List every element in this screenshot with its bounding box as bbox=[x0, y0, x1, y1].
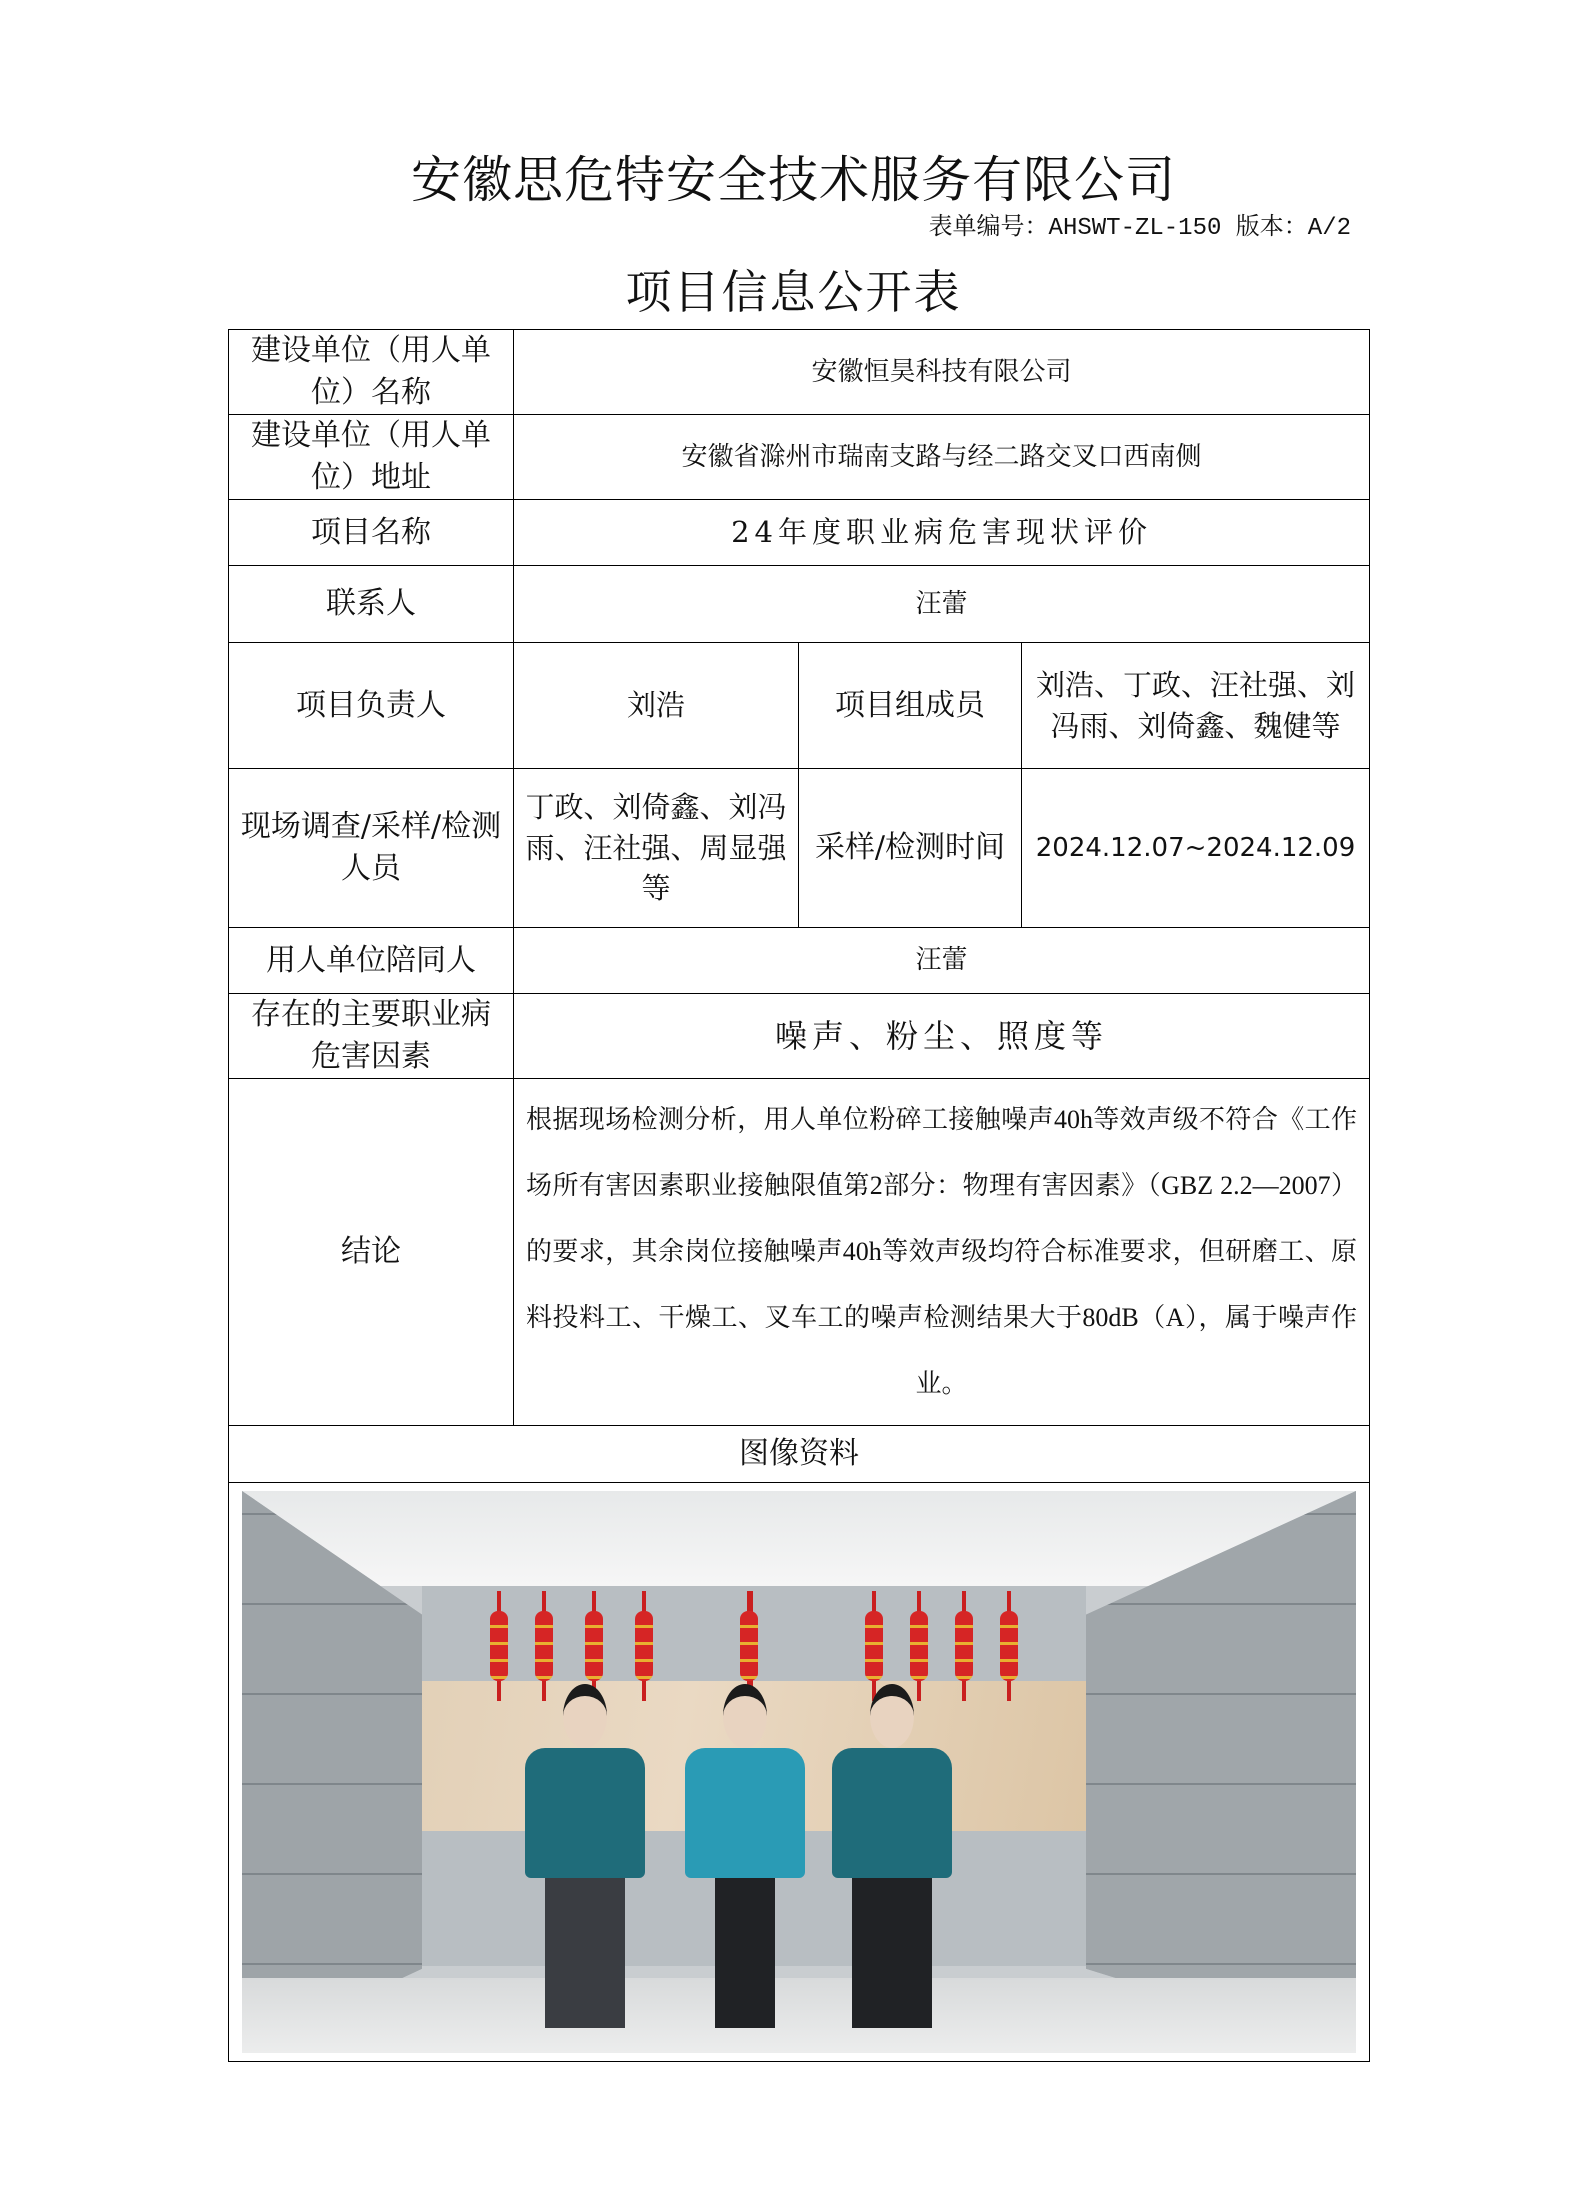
lantern-icon bbox=[497, 1591, 501, 1701]
table-row bbox=[229, 330, 1370, 415]
table-row bbox=[229, 643, 1370, 769]
table-row bbox=[229, 994, 1370, 1079]
escort-label: 用人单位陪同人 bbox=[229, 928, 514, 994]
form-number: 表单编号：AHSWT-ZL-150 版本：A/2 bbox=[928, 215, 1351, 242]
project-name-label: 项目名称 bbox=[229, 500, 514, 566]
person bbox=[525, 1684, 645, 2028]
sampling-time-value: 2024.12.07~2024.12.09 bbox=[1022, 769, 1370, 928]
person bbox=[685, 1684, 805, 2028]
images-label: 图像资料 bbox=[229, 1426, 1370, 1483]
escort-value: 汪蕾 bbox=[514, 928, 1370, 994]
lantern-icon bbox=[1007, 1591, 1011, 1701]
unit-name-label: 建设单位（用人单位）名称 bbox=[229, 330, 514, 415]
site-photo bbox=[242, 1491, 1356, 2053]
contact-label: 联系人 bbox=[229, 566, 514, 643]
members-value: 刘浩、丁政、汪社强、刘冯雨、刘倚鑫、魏健等 bbox=[1022, 643, 1370, 769]
sampling-time-label: 采样/检测时间 bbox=[799, 769, 1022, 928]
survey-staff-value: 丁政、刘倚鑫、刘冯雨、汪社强、周显强等 bbox=[514, 769, 799, 928]
hazards-label: 存在的主要职业病危害因素 bbox=[229, 994, 514, 1079]
table-row bbox=[229, 769, 1370, 928]
conclusion-label: 结论 bbox=[229, 1079, 514, 1426]
leader-value: 刘浩 bbox=[514, 643, 799, 769]
leader-label: 项目负责人 bbox=[229, 643, 514, 769]
page-title: 项目信息公开表 bbox=[625, 265, 962, 319]
hazards-value: 噪声、粉尘、照度等 bbox=[514, 994, 1370, 1079]
contact-value: 汪蕾 bbox=[514, 566, 1370, 643]
table-row bbox=[229, 1426, 1370, 1483]
table-row bbox=[229, 566, 1370, 643]
project-info-table bbox=[228, 329, 1370, 2062]
table-row bbox=[229, 415, 1370, 500]
survey-staff-label: 现场调查/采样/检测人员 bbox=[229, 769, 514, 928]
unit-address-label: 建设单位（用人单位）地址 bbox=[229, 415, 514, 500]
person bbox=[832, 1684, 952, 2028]
unit-address-value: 安徽省滁州市瑞南支路与经二路交叉口西南侧 bbox=[514, 415, 1370, 500]
company-name: 安徽思危特安全技术服务有限公司 bbox=[411, 151, 1176, 209]
lantern-icon bbox=[962, 1591, 966, 1701]
members-label: 项目组成员 bbox=[799, 643, 1022, 769]
unit-name-value: 安徽恒昊科技有限公司 bbox=[514, 330, 1370, 415]
table-row bbox=[229, 500, 1370, 566]
conclusion-value: 根据现场检测分析，用人单位粉碎工接触噪声40h等效声级不符合《工作场所有害因素职业接触限值第2部分：物理有害因素》（GBZ 2.2—2007）的要求，其余岗位接触噪声40h等效声级均符合标准要求，但研磨工、原料投料工、干燥工、叉车工的噪声检测结果大于80dB（A），属于噪声作业。 bbox=[514, 1079, 1370, 1426]
table-row bbox=[229, 1079, 1370, 1426]
table-row bbox=[229, 928, 1370, 994]
project-name-value: 24年度职业病危害现状评价 bbox=[514, 500, 1370, 566]
table-row bbox=[229, 1483, 1370, 2062]
